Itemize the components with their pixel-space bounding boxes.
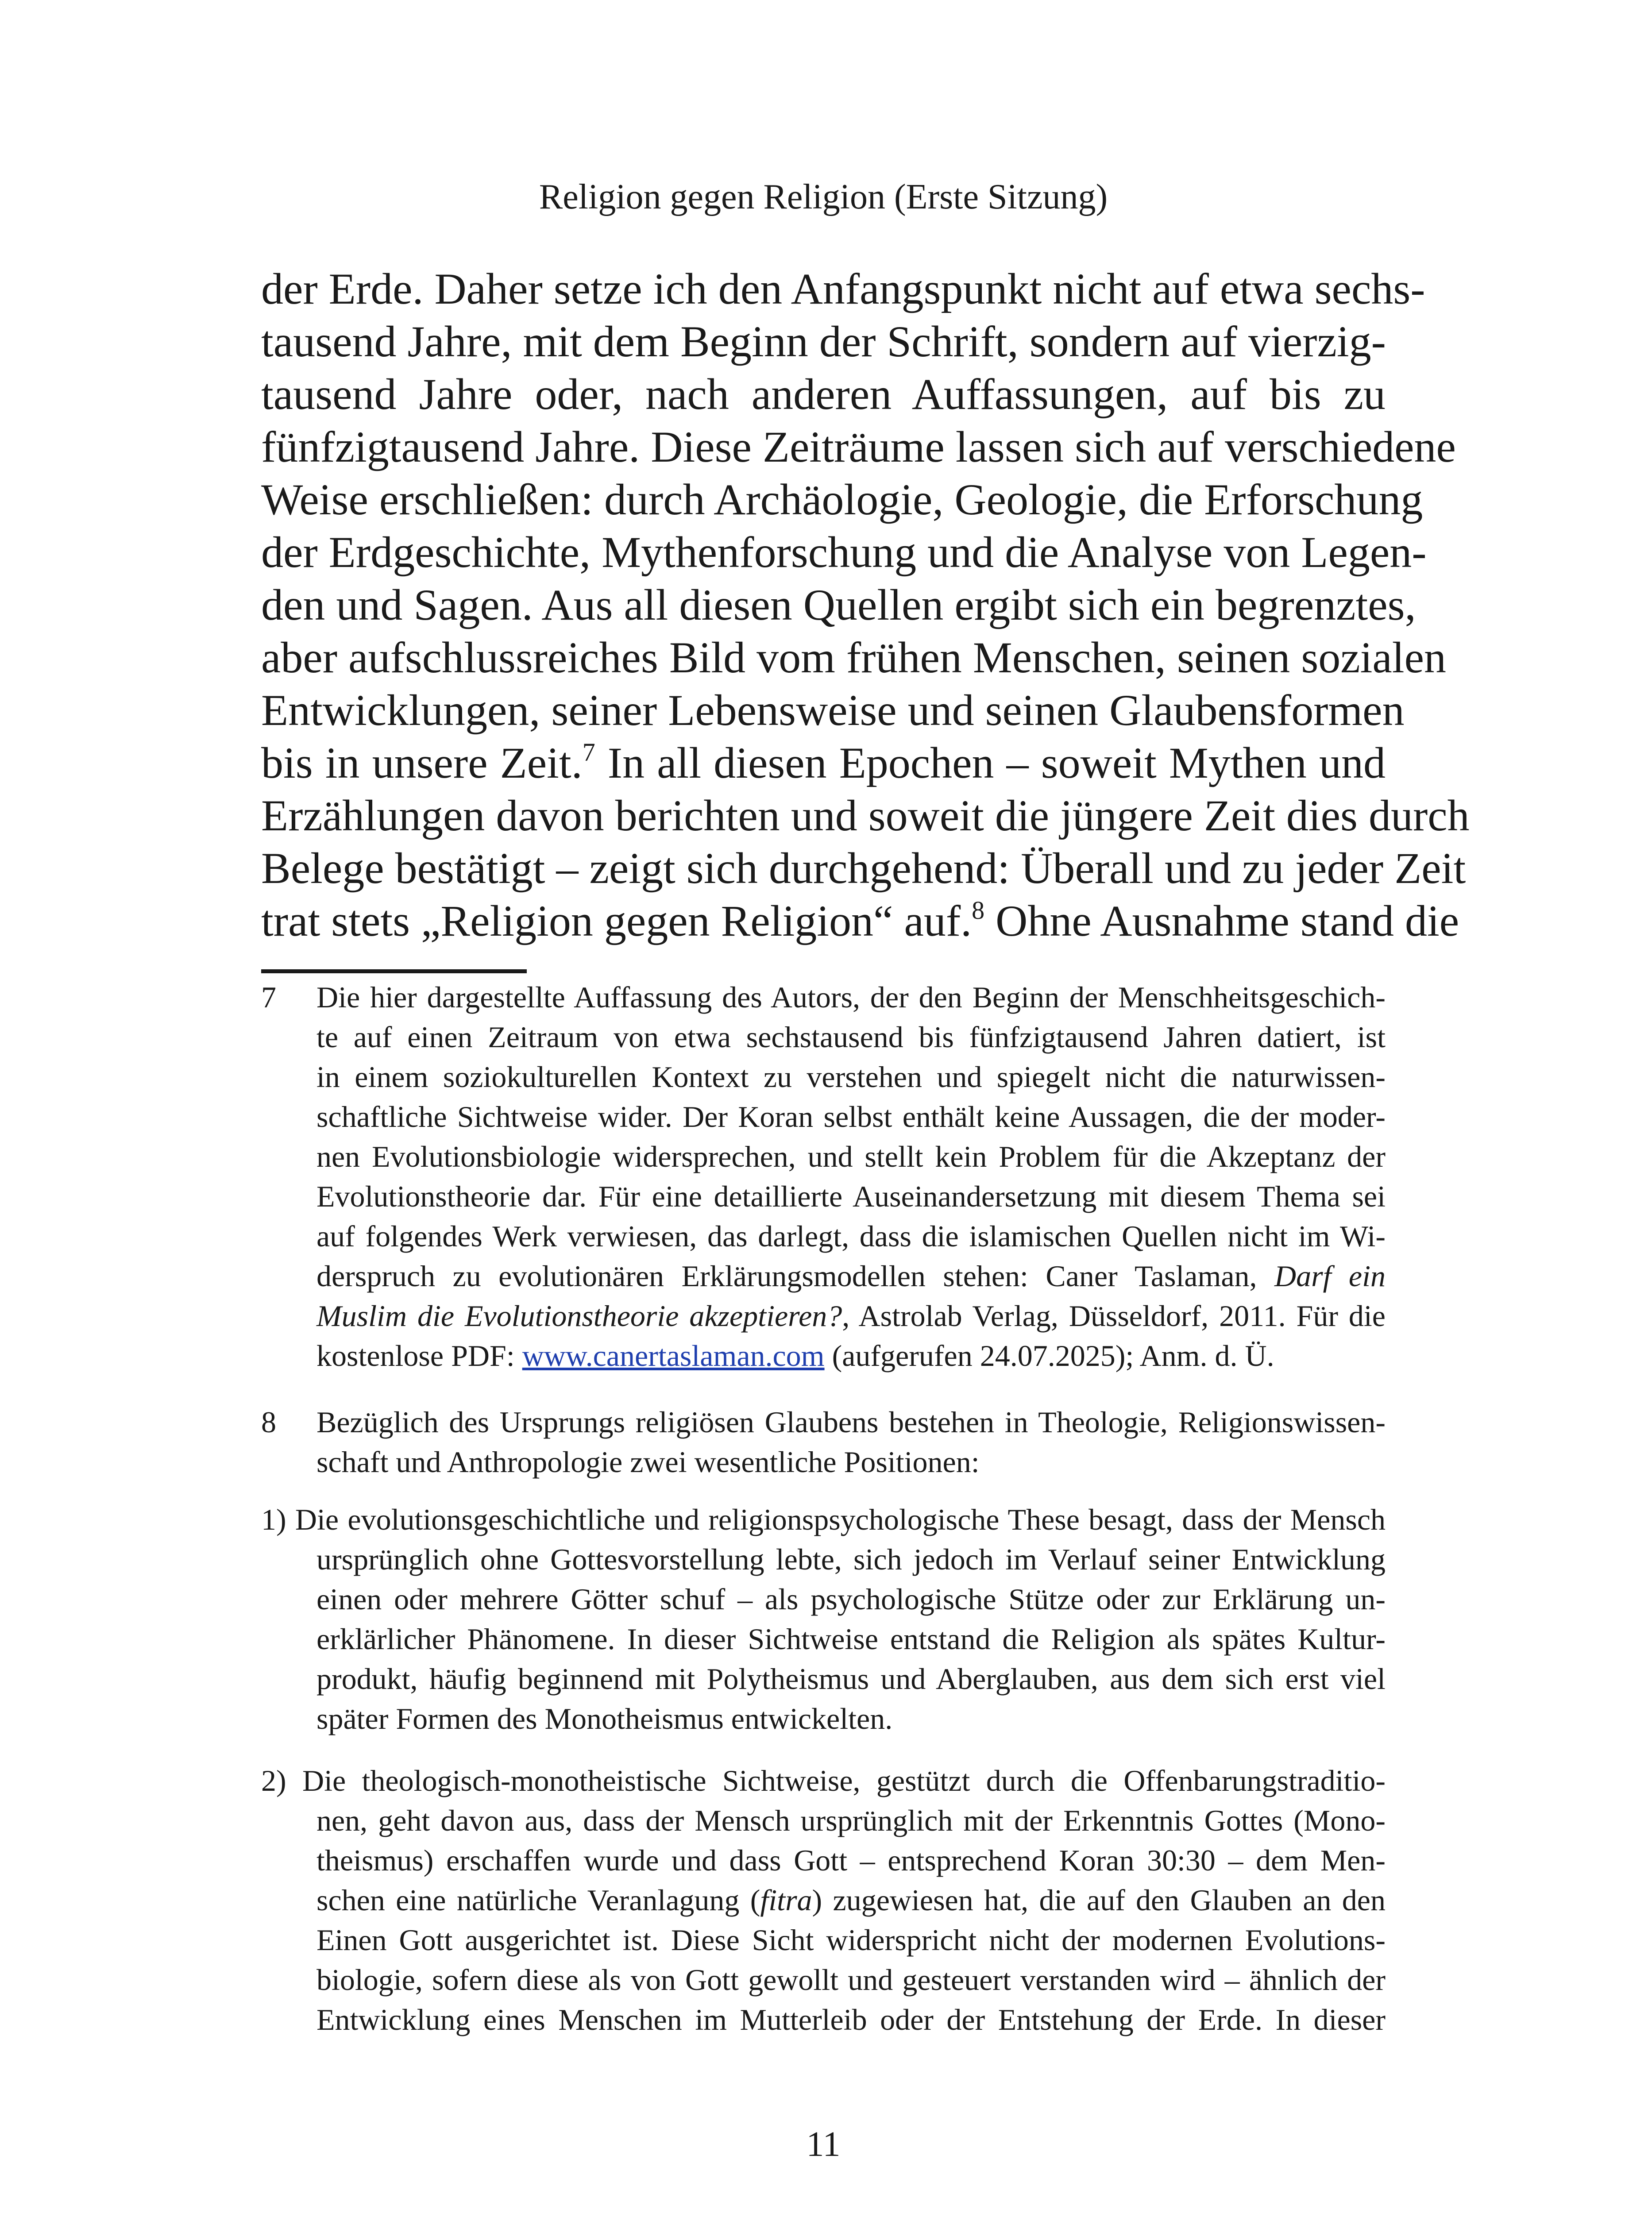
footnote-line: theismus) erschaffen wurde und dass Gott – entsprechend Koran 30:30 – dem Men- xyxy=(317,1843,1386,1877)
footnote-line: auf folgendes Werk verwiesen, das darlegt, dass die islamischen Quellen nicht im Wi- xyxy=(317,1219,1386,1253)
book-title-segment: Darf ein xyxy=(1274,1259,1386,1293)
footnote-line xyxy=(317,1336,1386,1376)
footnote-line xyxy=(317,1256,1386,1296)
text-line: tausend Jahre, mit dem Beginn der Schrift, sondern auf vierzig- xyxy=(261,317,1386,366)
footnote-line: Evolutionstheorie dar. Für eine detaillierte Auseinandersetzung mit diesem Thema sei xyxy=(317,1180,1386,1213)
footnote-line: in einem soziokulturellen Kontext zu verstehen und spiegelt nicht die naturwissen- xyxy=(317,1060,1386,1094)
text-segment: ) zugewiesen hat, die auf den Glauben an den xyxy=(812,1883,1386,1917)
footnote-line xyxy=(317,1296,1386,1336)
text-line: tausend Jahre oder, nach anderen Auffassungen, auf bis zu xyxy=(261,370,1386,419)
footnote-ref-7[interactable]: 7 xyxy=(582,738,595,767)
main-text xyxy=(261,262,1470,947)
text-line: Belege bestätigt – zeigt sich durchgehend: Überall und zu jeder Zeit xyxy=(261,844,1466,893)
text-line xyxy=(261,894,1459,947)
text-segment: In all diesen Epochen – soweit Mythen und xyxy=(595,738,1386,787)
text-segment: kostenlose PDF: xyxy=(317,1339,522,1373)
list-item-first-line: 2) Die theologisch-monotheistische Sichtweise, gestützt durch die Offenbarungstraditio- xyxy=(261,1764,1386,1797)
text-line: den und Sagen. Aus all diesen Quellen ergibt sich ein begrenztes, xyxy=(261,580,1416,629)
text-line: aber aufschlussreiches Bild vom frühen Menschen, seinen sozialen xyxy=(261,633,1446,682)
term-segment: fitra xyxy=(760,1883,812,1917)
text-segment: , Astrolab Verlag, Düsseldorf, 2011. Für die xyxy=(842,1299,1386,1333)
text-line: Weise erschließen: durch Archäologie, Geologie, die Erforschung xyxy=(261,475,1423,524)
text-segment: Ohne Ausnahme stand die xyxy=(984,896,1459,945)
footnote-line: schaftliche Sichtweise wider. Der Koran selbst enthält keine Aussagen, die der moder- xyxy=(317,1100,1386,1133)
footnote-line: erklärlicher Phänomene. In dieser Sichtweise entstand die Religion als spätes Kultur- xyxy=(317,1622,1386,1656)
list-item-body xyxy=(317,1800,1386,2040)
text-line: der Erdgeschichte, Mythenforschung und die Analyse von Legen- xyxy=(261,528,1427,577)
text-line: Erzählungen davon berichten und soweit die jüngere Zeit dies durch xyxy=(261,791,1470,840)
footnote-line: Entwicklung eines Menschen im Mutterleib oder der Entstehung der Erde. In dieser xyxy=(317,2003,1386,2036)
footnote-line xyxy=(317,1880,1386,1920)
footnote-body xyxy=(317,1402,1386,1482)
footnote-ref-8[interactable]: 8 xyxy=(972,896,985,925)
footnote-line: produkt, häufig beginnend mit Polytheismus und Aberglauben, aus dem sich erst viel xyxy=(317,1662,1386,1696)
book-title-segment: Muslim die Evolutionstheorie akzeptieren? xyxy=(317,1299,842,1333)
text-segment: schen eine natürliche Veranlagung ( xyxy=(317,1883,760,1917)
footnote-line: Einen Gott ausgerichtet ist. Diese Sicht widerspricht nicht der modernen Evolutions- xyxy=(317,1923,1386,1957)
footnote-line: schaft und Anthropologie zwei wesentliche Positionen: xyxy=(317,1445,980,1479)
footnote-line: später Formen des Monotheismus entwickelten. xyxy=(317,1702,893,1735)
footnote-line: einen oder mehrere Götter schuf – als psychologische Stütze oder zur Erklärung un- xyxy=(317,1582,1386,1616)
footnote-line: ursprünglich ohne Gottesvorstellung lebte, sich jedoch im Verlauf seiner Entwicklung xyxy=(317,1542,1386,1576)
text-line: der Erde. Daher setze ich den Anfangspunkt nicht auf etwa sechs- xyxy=(261,264,1425,313)
text-line xyxy=(261,736,1386,789)
footnote-line: nen Evolutionsbiologie widersprechen, und stellt kein Problem für die Akzeptanz der xyxy=(317,1140,1386,1173)
footnote-line: Die hier dargestellte Auffassung des Autors, der den Beginn der Menschheitsgeschich- xyxy=(317,980,1386,1014)
running-head: Religion gegen Religion (Erste Sitzung) xyxy=(539,177,1108,216)
footnote-number: 8 xyxy=(261,1405,276,1439)
footnote-line: te auf einen Zeitraum von etwa sechstausend bis fünfzigtausend Jahren datiert, ist xyxy=(317,1020,1386,1054)
list-item-first-line: 1) Die evolutionsgeschichtliche und religionspsychologische These besagt, dass der Mensch xyxy=(261,1503,1386,1536)
website-link[interactable]: www.canertaslaman.com xyxy=(522,1339,825,1373)
list-item-body xyxy=(317,1539,1386,1739)
footnote-body xyxy=(317,977,1386,1376)
footnote-line: nen, geht davon aus, dass der Mensch ursprünglich mit der Erkenntnis Gottes (Mono- xyxy=(317,1804,1386,1837)
text-segment: trat stets „Religion gegen Religion“ auf. xyxy=(261,896,972,945)
text-segment: (aufgerufen 24.07.2025); Anm. d. Ü. xyxy=(824,1339,1274,1373)
page-number: 11 xyxy=(806,2125,841,2164)
text-line: Entwicklungen, seiner Lebensweise und seinen Glaubensformen xyxy=(261,686,1405,735)
text-line: fünfzigtausend Jahre. Diese Zeiträume lassen sich auf verschiedene xyxy=(261,422,1456,471)
footnote-line: biologie, sofern diese als von Gott gewollt und gesteuert verstanden wird – ähnlich der xyxy=(317,1963,1386,1997)
footnote-number: 7 xyxy=(261,980,276,1014)
footnote-line: Bezüglich des Ursprungs religiösen Glaubens bestehen in Theologie, Religionswissen- xyxy=(317,1405,1386,1439)
text-segment: bis in unsere Zeit. xyxy=(261,738,583,787)
footnote-separator xyxy=(261,969,527,973)
text-segment: derspruch zu evolutionären Erklärungsmodellen stehen: Caner Taslaman, xyxy=(317,1259,1274,1293)
